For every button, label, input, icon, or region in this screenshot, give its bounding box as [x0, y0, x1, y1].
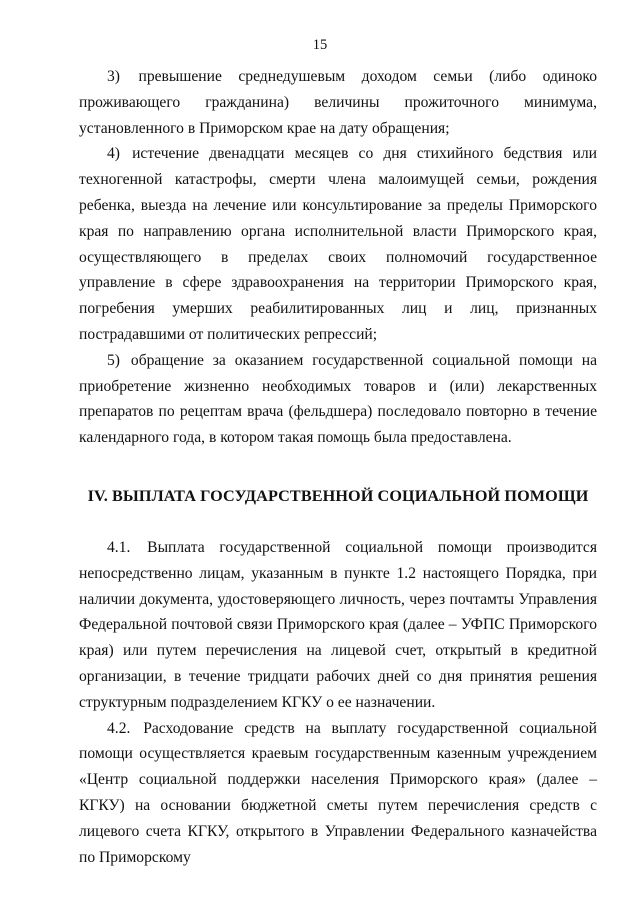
paragraph-4-2	[79, 716, 597, 871]
list-item-text: превышение среднедушевым доходом семьи (либо одиноко проживающего гражданина) величины прожиточного минимума, установленного в Приморском крае на дату обращения;	[79, 68, 597, 137]
page-content	[79, 64, 597, 870]
paragraph-text: Выплата государственной социальной помощи производится непосредственно лицам, указанным в пункте 1.2 настоящего Порядка, при наличии документа, удостоверяющего личность, через почтамты Управления Федеральной почтовой связи Приморского края (далее – УФПС Приморского края) или путем перечисления на лицевой счет, открытый в кредитной организации, в течение тридцати рабочих дней со дня принятия решения структурным подразделением КГКУ о ее назначении.	[79, 538, 597, 711]
list-item-5	[79, 348, 597, 451]
paragraph-number: 4.2.	[107, 719, 131, 737]
list-item-number: 3)	[107, 68, 120, 85]
list-item-3	[79, 64, 597, 141]
paragraph-text: Расходование средств на выплату государственной социальной помощи осуществляется краевым государственным казенным учреждением «Центр социальной поддержки населения Приморского края» (далее – КГКУ) на основании бюджетной сметы путем перечисления средств с лицевого счета КГКУ, открытого в Управлении Федерального казначейства по Приморскому	[79, 719, 597, 866]
list-item-number: 5)	[107, 351, 120, 369]
list-item-4	[79, 141, 597, 347]
paragraph-4-1	[79, 535, 597, 716]
list-item-number: 4)	[107, 145, 120, 163]
paragraph-number: 4.1.	[107, 538, 131, 556]
list-item-text: обращение за оказанием государственной социальной помощи на приобретение жизненно необходимых товаров и (или) лекарственных препаратов по рецептам врача (фельдшера) последовало повторно в течение календарного года, в котором такая помощь была предоставлена.	[79, 351, 597, 447]
page-number: 15	[312, 37, 328, 53]
section-heading: IV. ВЫПЛАТА ГОСУДАРСТВЕННОЙ СОЦИАЛЬНОЙ ПОМОЩИ	[87, 486, 589, 505]
list-item-text: истечение двенадцати месяцев со дня стихийного бедствия или техногенной катастрофы, смерти члена малоимущей семьи, рождения ребенка, выезда на лечение или консультирование за пределы Приморского края по направлению органа исполнительной власти Приморского края, осуществляющего в пределах своих полномочий государственное управление в сфере здравоохранения на территории Приморского края, погребения умерших реабилитированных лиц и лиц, признанных пострадавшими от политических репрессий;	[79, 145, 597, 343]
